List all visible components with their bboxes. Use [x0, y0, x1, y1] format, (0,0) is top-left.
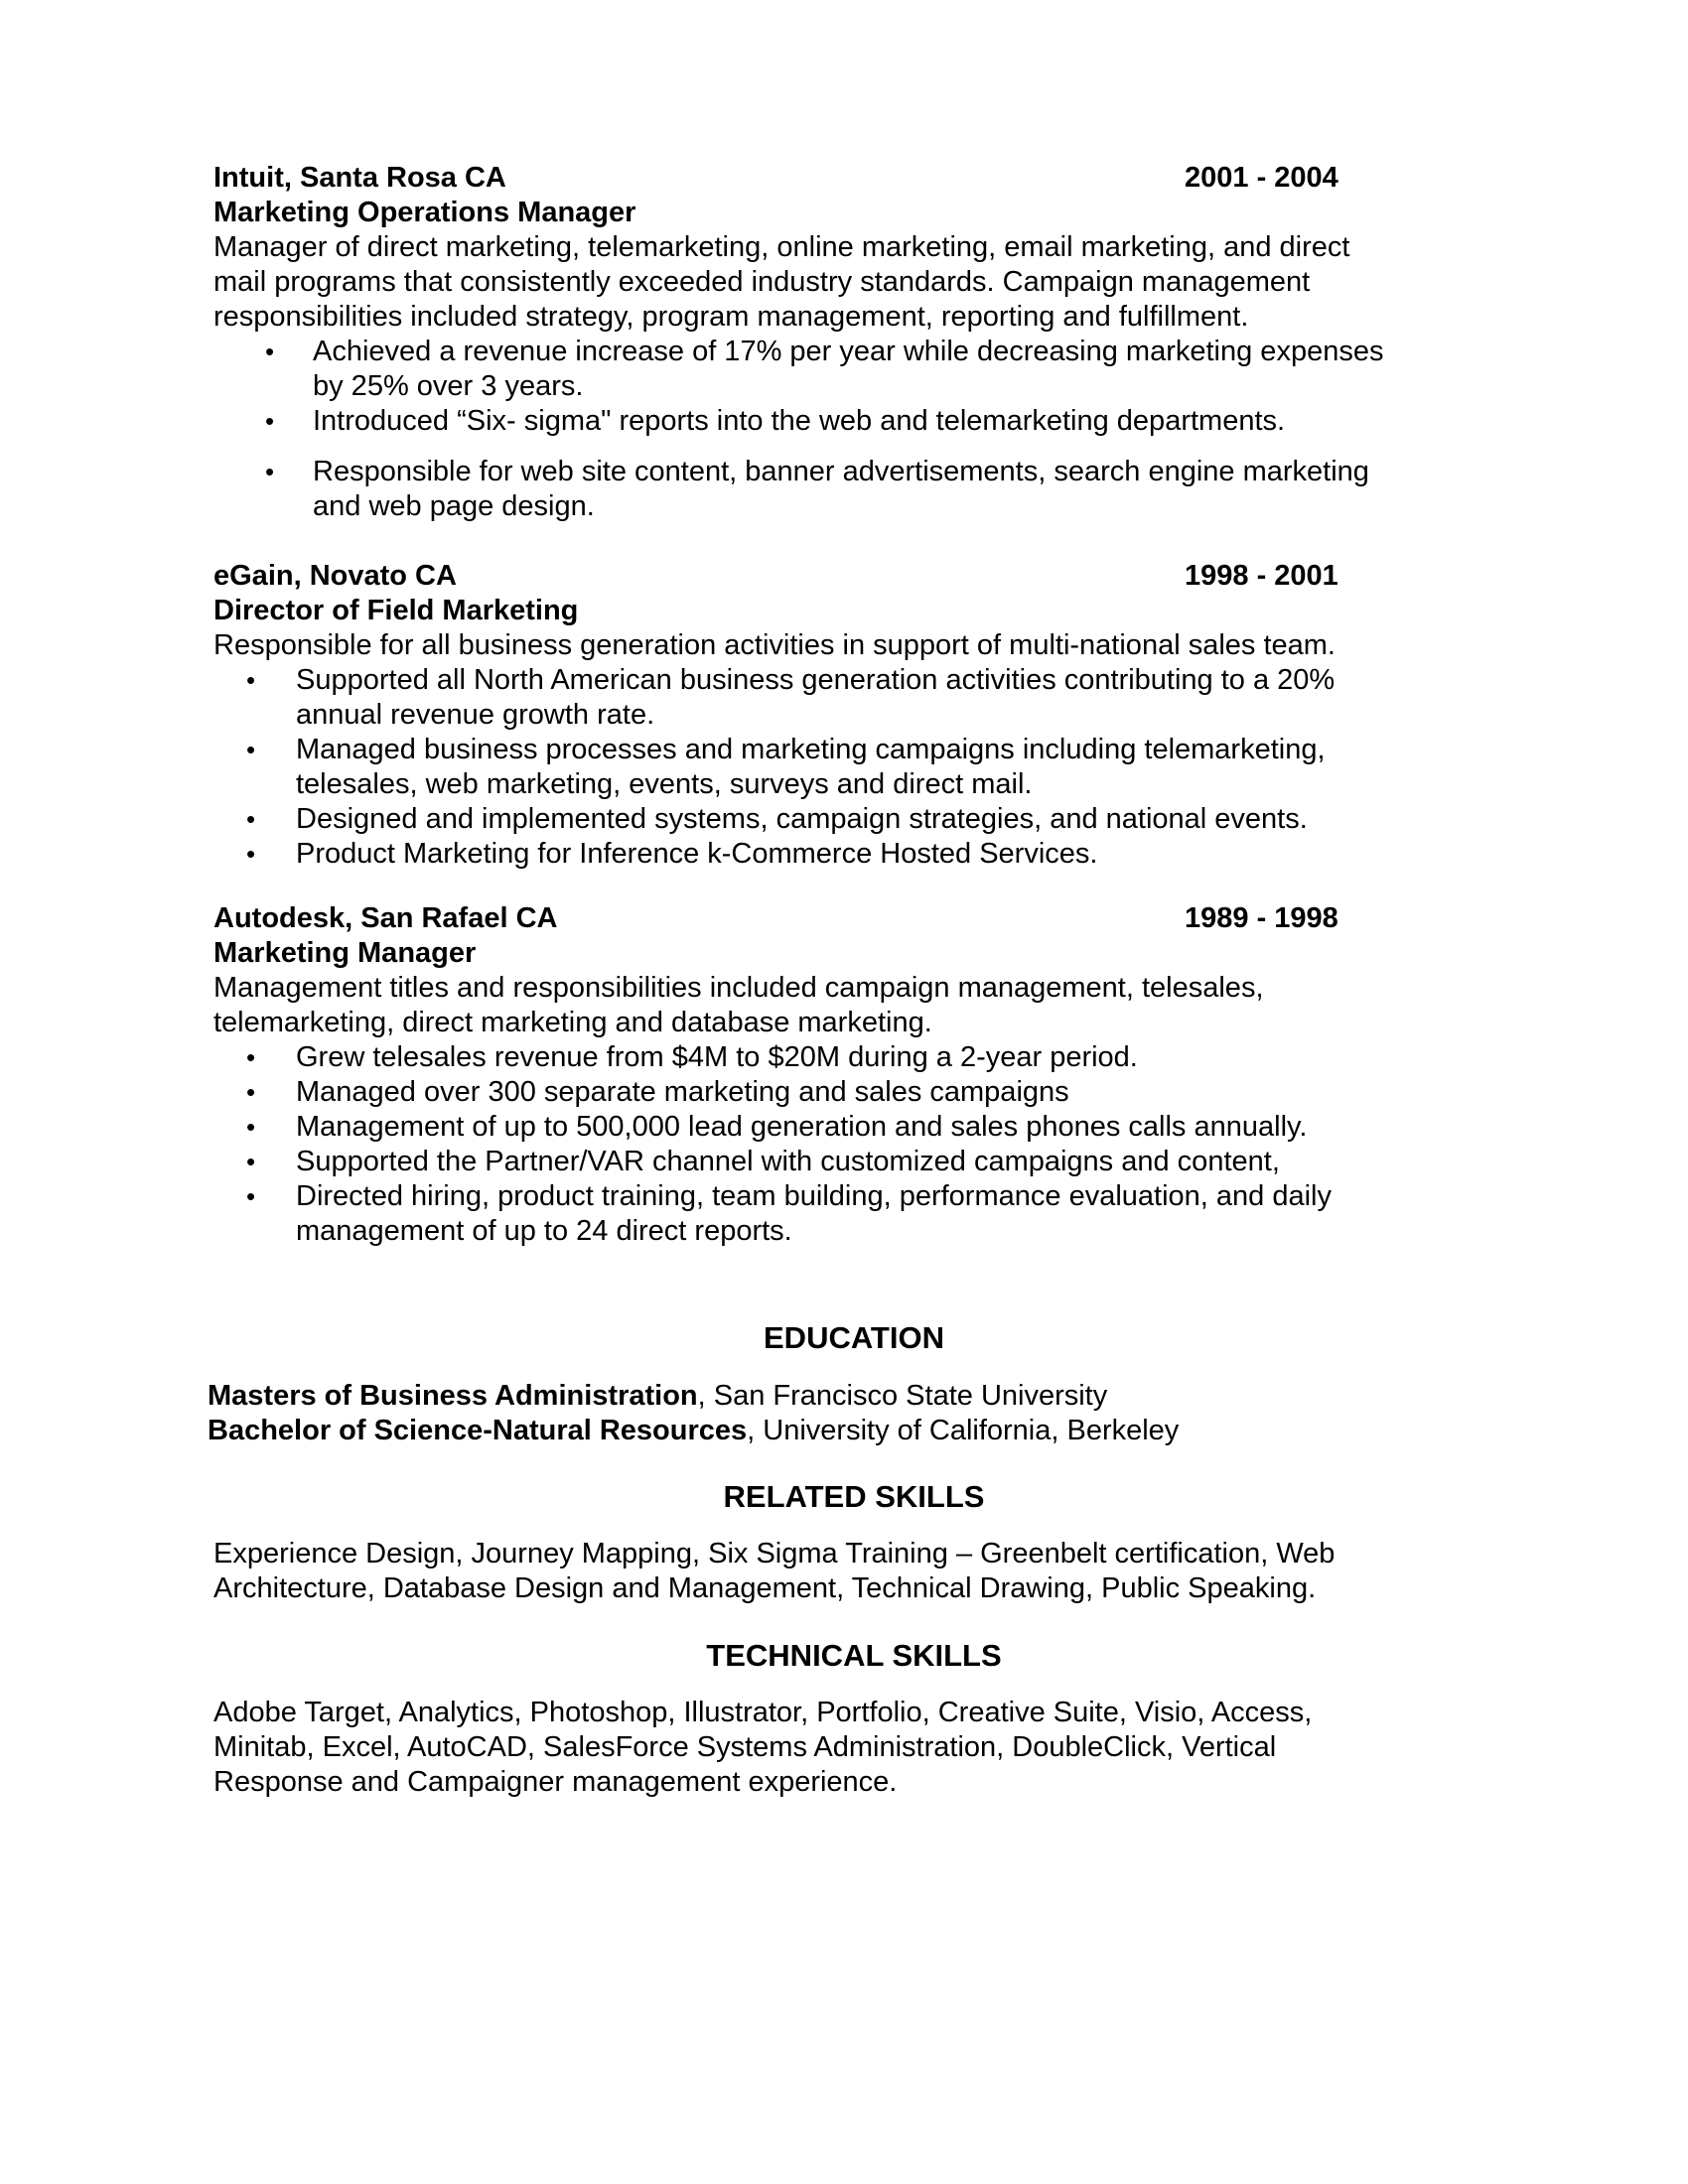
- education-list: [208, 1379, 1498, 1448]
- job-bullet: [213, 335, 1445, 404]
- job-dates: 1989 - 1998: [1185, 902, 1338, 934]
- job-bullet: [213, 1145, 1438, 1179]
- job-description: [213, 971, 1445, 1040]
- bullet-line: Responsible for web site content, banner advertisements, search engine marketing: [313, 456, 1369, 487]
- technical-skills-text: [213, 1696, 1445, 1800]
- bullet-line: Achieved a revenue increase of 17% per year while decreasing marketing expenses: [313, 336, 1384, 367]
- bullet-line: annual revenue growth rate.: [296, 699, 655, 731]
- education-degree: Bachelor of Science-Natural Resources: [208, 1415, 748, 1446]
- bullet-line: Introduced “Six- sigma" reports into the web and telemarketing departments.: [313, 405, 1286, 437]
- bullet-line: Managed business processes and marketing campaigns including telemarketing,: [296, 734, 1326, 765]
- job-bullet: [213, 663, 1438, 733]
- related-skills-heading: RELATED SKILLS: [723, 1479, 985, 1514]
- related-skills-line: Architecture, Database Design and Management, Technical Drawing, Public Speaking.: [213, 1572, 1317, 1604]
- bullet-dot-icon: •: [246, 1147, 256, 1176]
- job-bullet: [213, 802, 1438, 837]
- job-title: Marketing Manager: [213, 937, 477, 969]
- job-description: [213, 628, 1445, 663]
- education-school: , San Francisco State University: [697, 1380, 1108, 1412]
- job-bullet: [213, 1179, 1438, 1249]
- job-title: Marketing Operations Manager: [213, 197, 636, 228]
- bullet-dot-icon: •: [246, 1181, 256, 1211]
- bullet-line: Supported the Partner/VAR channel with customized campaigns and content,: [296, 1146, 1280, 1177]
- job-description: [213, 230, 1445, 335]
- job-description-line: responsibilities included strategy, program management, reporting and fulfillment.: [213, 301, 1249, 333]
- technical-skills-line: Minitab, Excel, AutoCAD, SalesForce Systems Administration, DoubleClick, Vertical: [213, 1731, 1277, 1763]
- bullet-dot-icon: •: [265, 337, 275, 366]
- job-bullet-list: [213, 335, 1445, 524]
- education-item: [208, 1379, 1498, 1414]
- bullet-dot-icon: •: [246, 1112, 256, 1142]
- job-bullet-list: [213, 663, 1445, 872]
- bullet-line: Management of up to 500,000 lead generation and sales phones calls annually.: [296, 1111, 1308, 1143]
- bullet-dot-icon: •: [246, 735, 256, 764]
- bullet-dot-icon: •: [246, 1042, 256, 1072]
- job-description-line: Management titles and responsibilities included campaign management, telesales,: [213, 972, 1264, 1004]
- job-bullet: [213, 1075, 1438, 1110]
- job-entry-intuit: [213, 161, 1445, 524]
- job-bullet: [213, 733, 1438, 802]
- bullet-line: and web page design.: [313, 490, 595, 522]
- job-description-line: mail programs that consistently exceeded industry standards. Campaign management: [213, 266, 1311, 298]
- bullet-dot-icon: •: [246, 839, 256, 869]
- related-skills-text: [213, 1537, 1445, 1606]
- education-school: , University of California, Berkeley: [747, 1415, 1180, 1446]
- education-item: [208, 1414, 1498, 1448]
- bullet-line: management of up to 24 direct reports.: [296, 1215, 792, 1247]
- bullet-dot-icon: •: [246, 804, 256, 834]
- bullet-line: Directed hiring, product training, team building, performance evaluation, and daily: [296, 1180, 1332, 1212]
- bullet-line: Designed and implemented systems, campaign strategies, and national events.: [296, 803, 1308, 835]
- bullet-dot-icon: •: [265, 457, 275, 486]
- job-description-line: Manager of direct marketing, telemarketing, online marketing, email marketing, and direct: [213, 231, 1350, 263]
- job-entry-egain: [213, 559, 1445, 872]
- job-dates: 2001 - 2004: [1185, 162, 1338, 194]
- job-bullet: [213, 455, 1445, 524]
- job-company: Autodesk, San Rafael CA: [213, 902, 558, 934]
- job-title: Director of Field Marketing: [213, 595, 579, 626]
- job-description-line: Responsible for all business generation activities in support of multi-national sales team.: [213, 629, 1336, 661]
- job-dates: 1998 - 2001: [1185, 560, 1338, 592]
- bullet-line: Product Marketing for Inference k-Commerce Hosted Services.: [296, 838, 1098, 870]
- job-header: [213, 559, 1445, 594]
- bullet-line: Grew telesales revenue from $4M to $20M during a 2-year period.: [296, 1041, 1138, 1073]
- bullet-line: Supported all North American business generation activities contributing to a 20%: [296, 664, 1336, 696]
- technical-skills-line: Response and Campaigner management experience.: [213, 1766, 898, 1798]
- job-bullet: [213, 837, 1438, 872]
- job-company: Intuit, Santa Rosa CA: [213, 162, 506, 194]
- bullet-line: telesales, web marketing, events, surveys and direct mail.: [296, 768, 1033, 800]
- job-description-line: telemarketing, direct marketing and database marketing.: [213, 1007, 932, 1038]
- bullet-dot-icon: •: [246, 665, 256, 695]
- bullet-line: by 25% over 3 years.: [313, 370, 584, 402]
- job-bullet: [213, 404, 1445, 439]
- bullet-dot-icon: •: [265, 406, 275, 436]
- job-company: eGain, Novato CA: [213, 560, 457, 592]
- job-bullet: [213, 1040, 1438, 1075]
- job-bullet-list: [213, 1040, 1445, 1249]
- education-degree: Masters of Business Administration: [208, 1380, 698, 1412]
- job-header: [213, 161, 1445, 196]
- bullet-dot-icon: •: [246, 1077, 256, 1107]
- bullet-line: Managed over 300 separate marketing and sales campaigns: [296, 1076, 1069, 1108]
- job-entry-autodesk: [213, 901, 1445, 1249]
- job-bullet: [213, 1110, 1438, 1145]
- technical-skills-heading: TECHNICAL SKILLS: [706, 1638, 1002, 1673]
- related-skills-line: Experience Design, Journey Mapping, Six Sigma Training – Greenbelt certification, Web: [213, 1538, 1336, 1570]
- job-header: [213, 901, 1445, 936]
- education-heading: EDUCATION: [764, 1320, 944, 1355]
- technical-skills-line: Adobe Target, Analytics, Photoshop, Illustrator, Portfolio, Creative Suite, Visio, Access,: [213, 1697, 1313, 1728]
